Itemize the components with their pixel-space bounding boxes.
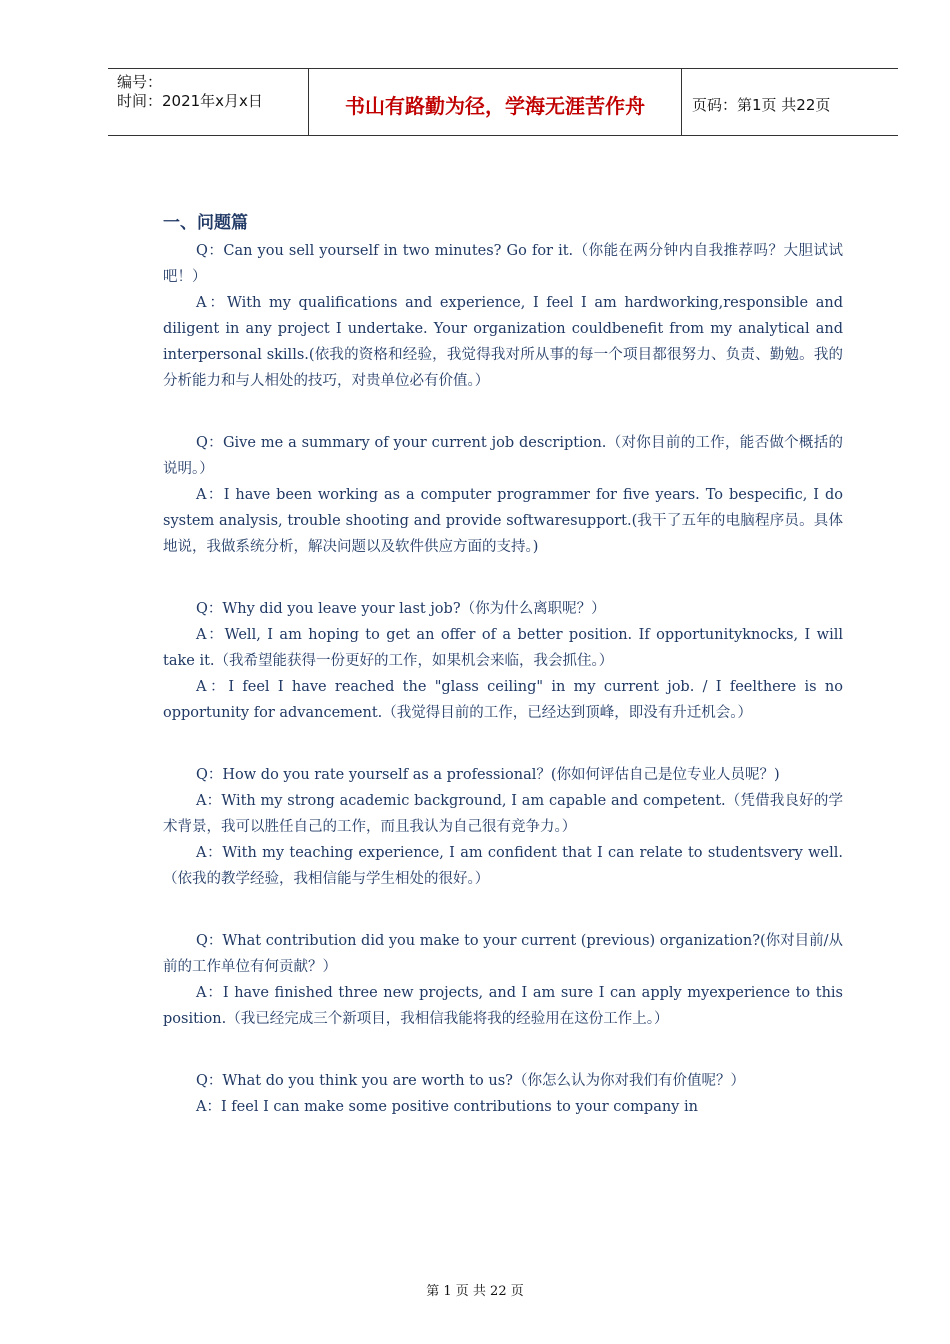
question-paragraph: Q：Give me a summary of your current job description.（对你目前的工作，能否做个概括的说明。） bbox=[163, 435, 843, 477]
answer-paragraph: A：I feel I can make some positive contributions to your company in bbox=[196, 1099, 698, 1115]
answer-paragraph: A：With my teaching experience, I am confident that I can relate to studentsvery well.（依我的教学经验，我相信能与学生相处的很好。） bbox=[163, 845, 843, 887]
document-body bbox=[163, 210, 843, 1120]
header-table bbox=[108, 68, 898, 136]
question-paragraph: Q：What do you think you are worth to us?（你怎么认为你对我们有价值呢？） bbox=[196, 1073, 745, 1089]
answer-paragraph: A：With my strong academic background, I am capable and competent.（凭借我良好的学术背景，我可以胜任自己的工作，而且我认为自己很有竞争力。） bbox=[163, 793, 843, 835]
header-page-info: 页码：第1页 共22页 bbox=[692, 95, 831, 114]
answer-paragraph: A：With my qualifications and experience, I feel I am hardworking,responsible and diligent in any project I undertake. Your organization couldbenefit from my analytical and interpersonal skills.(依我的资格和经验，我觉得我对所从事的每一个项目都很努力、负责、勤勉。我的分析能力和与人相处的技巧，对贵单位必有价值。） bbox=[163, 295, 843, 389]
question-paragraph: Q：What contribution did you make to your current (previous) organization?(你对目前/从前的工作单位有何贡献？） bbox=[163, 933, 844, 975]
document-number-label: 编号： bbox=[117, 73, 163, 91]
answer-paragraph: A：I feel I have reached the "glass ceiling" in my current job. / I feelthere is no opportunity for advancement.（我觉得目前的工作，已经达到顶峰，即没有升迁机会。） bbox=[163, 679, 843, 721]
answer-paragraph: A：I have finished three new projects, and I am sure I can apply myexperience to this position.（我已经完成三个新项目，我相信我能将我的经验用在这份工作上。） bbox=[163, 985, 843, 1027]
answer-paragraph: A：I have been working as a computer programmer for five years. To bespecific, I do system analysis, trouble shooting and provide softwaresupport.(我干了五年的电脑程序员。具体地说，我做系统分析，解决问题以及软件供应方面的支持。) bbox=[163, 487, 843, 555]
answer-paragraph: A：Well, I am hoping to get an offer of a better position. If opportunityknocks, I will take it.（我希望能获得一份更好的工作，如果机会来临，我会抓住。） bbox=[163, 627, 843, 669]
question-paragraph: Q：How do you rate yourself as a professional？(你如何评估自己是位专业人员呢？) bbox=[196, 767, 780, 783]
document-time-label: 时间：2021年x月x日 bbox=[117, 92, 263, 110]
section-title: 一、问题篇 bbox=[163, 213, 248, 233]
header-motto: 书山有路勤为径，学海无涯苦作舟 bbox=[309, 69, 682, 135]
question-paragraph: Q：Can you sell yourself in two minutes? Go for it.（你能在两分钟内自我推荐吗？大胆试试吧！） bbox=[163, 243, 843, 285]
header-meta-cell bbox=[108, 69, 309, 135]
page-footer: 第 1 页 共 22 页 bbox=[426, 1284, 524, 1299]
question-paragraph: Q：Why did you leave your last job?（你为什么离职呢？） bbox=[196, 601, 606, 617]
